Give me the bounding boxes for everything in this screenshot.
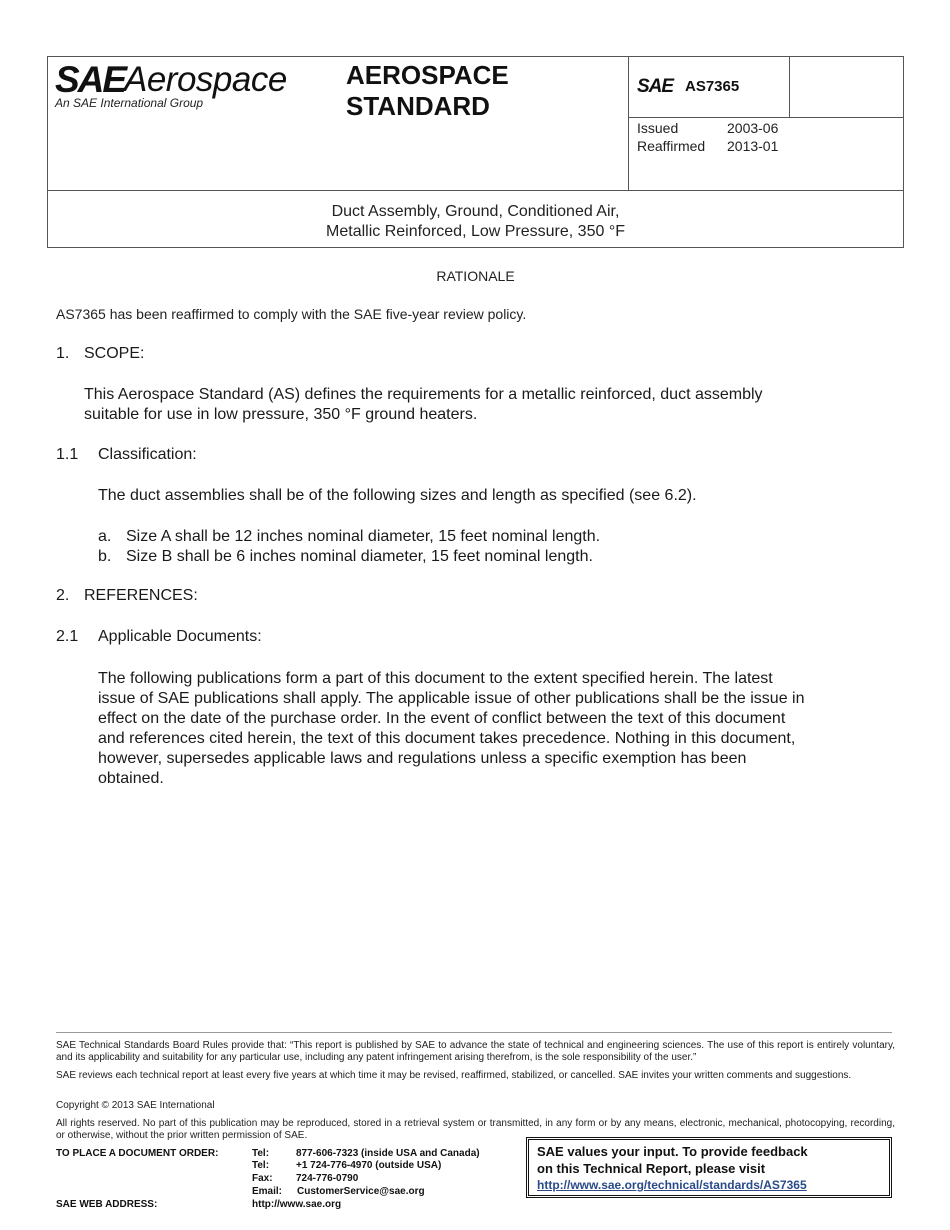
section-number: 2.: [56, 587, 70, 604]
feedback-text-line1: SAE values your input. To provide feedback: [537, 1144, 808, 1159]
header-divider: [47, 190, 904, 191]
applicable-documents-paragraph: [98, 669, 858, 789]
header-row-divider: [628, 117, 904, 118]
logo-subtitle: An SAE International Group: [55, 96, 204, 110]
footer-board-rules: SAE Technical Standards Board Rules provide that: “This report is published by SAE to advance the state of technical and engineering sciences. The use of this report is entirely voluntary, and its applicability and suitability for any particular use, including any patent infringement arising therefrom, is the sole responsibility of the user.”: [56, 1040, 895, 1063]
paragraph-line: effect on the date of the purchase order. In the event of conflict between the text of this document: [98, 710, 786, 727]
order-label: TO PLACE A DOCUMENT ORDER:: [56, 1148, 219, 1159]
feedback-box: [526, 1137, 892, 1198]
section-number: 2.1: [56, 628, 79, 645]
paragraph-line: and references cited herein, the text of this document takes precedence. Nothing in this document,: [98, 730, 796, 747]
header-column-divider: [628, 56, 629, 190]
standard-type-line2: STANDARD: [346, 91, 490, 121]
web-address-link[interactable]: http://www.sae.org: [252, 1199, 342, 1210]
tel-value: +1 724-776-4970 (outside USA): [296, 1160, 442, 1171]
section-heading-references: REFERENCES:: [84, 587, 198, 604]
section-heading-applicable-documents: Applicable Documents:: [98, 628, 262, 645]
tel-value: 877-606-7323 (inside USA and Canada): [296, 1148, 480, 1159]
web-address-label: SAE WEB ADDRESS:: [56, 1199, 158, 1210]
section-heading-classification: Classification:: [98, 446, 197, 463]
footer-rights: All rights reserved. No part of this publication may be reproduced, stored in a retrieval system or transmitted, in any form or by any means, electronic, mechanical, photocopying, recording, or otherwise, without the prior written permission of SAE.: [56, 1118, 895, 1141]
footer-review-policy: SAE reviews each technical report at least every five years at which time it may be revised, reaffirmed, stabilized, or cancelled. SAE invites your written comments and suggestions.: [56, 1070, 852, 1081]
standard-type-line1: AEROSPACE: [346, 60, 509, 90]
email-label: Email:: [252, 1186, 283, 1197]
feedback-text-line2: on this Technical Report, please visit: [537, 1161, 766, 1176]
paragraph-line: issue of SAE publications shall apply. The applicable issue of other publications shall be the issue in: [98, 690, 805, 707]
reaffirmed-date: 2013-01: [727, 138, 779, 154]
feedback-link[interactable]: http://www.sae.org/technical/standards/AS7365: [537, 1178, 807, 1192]
document-title-line1: Duct Assembly, Ground, Conditioned Air,: [331, 203, 620, 220]
header-column-divider-right: [789, 56, 790, 117]
standard-type: [346, 60, 509, 122]
fax-label: Fax:: [252, 1173, 273, 1184]
paragraph-line: obtained.: [98, 770, 164, 787]
section-number: 1.1: [56, 446, 79, 463]
paragraph-line: The following publications form a part of this document to the extent specified herein. The latest: [98, 670, 773, 687]
list-item-size-a: Size A shall be 12 inches nominal diameter, 15 feet nominal length.: [126, 528, 601, 545]
list-marker: a.: [98, 528, 112, 545]
email-link[interactable]: CustomerService@sae.org: [297, 1186, 425, 1197]
document-title-line2: Metallic Reinforced, Low Pressure, 350 °F: [326, 223, 625, 240]
document-title: [47, 202, 904, 242]
fax-value: 724-776-0790: [296, 1173, 359, 1184]
section-number: 1.: [56, 345, 70, 362]
tel-label: Tel:: [252, 1148, 270, 1159]
rationale-text: AS7365 has been reaffirmed to comply with the SAE five-year review policy.: [56, 306, 527, 322]
list-marker: b.: [98, 548, 112, 565]
issued-label: Issued: [637, 120, 679, 136]
document-number: AS7365: [685, 78, 740, 95]
scope-line: suitable for use in low pressure, 350 °F ground heaters.: [84, 406, 478, 423]
section-heading-scope: SCOPE:: [84, 345, 145, 362]
classification-paragraph: The duct assemblies shall be of the following sizes and length as specified (see 6.2).: [98, 487, 697, 504]
rationale-heading: RATIONALE: [436, 268, 515, 284]
tel-label: Tel:: [252, 1160, 270, 1171]
list-item-size-b: Size B shall be 6 inches nominal diameter, 15 feet nominal length.: [126, 548, 593, 565]
reaffirmed-label: Reaffirmed: [637, 138, 706, 154]
footer-copyright: Copyright © 2013 SAE International: [56, 1100, 215, 1111]
sae-logo-wordmark: Aerospace: [124, 60, 287, 99]
footer-rule: [56, 1032, 892, 1033]
scope-line: This Aerospace Standard (AS) defines the requirements for a metallic reinforced, duct assembly: [84, 386, 763, 403]
sae-logo-mark: SAE: [55, 59, 126, 100]
paragraph-line: however, supersedes applicable laws and regulations unless a specific exemption has been: [98, 750, 747, 767]
issued-date: 2003-06: [727, 120, 779, 136]
scope-paragraph: [84, 385, 763, 425]
sae-small-logo: SAE: [637, 76, 674, 97]
